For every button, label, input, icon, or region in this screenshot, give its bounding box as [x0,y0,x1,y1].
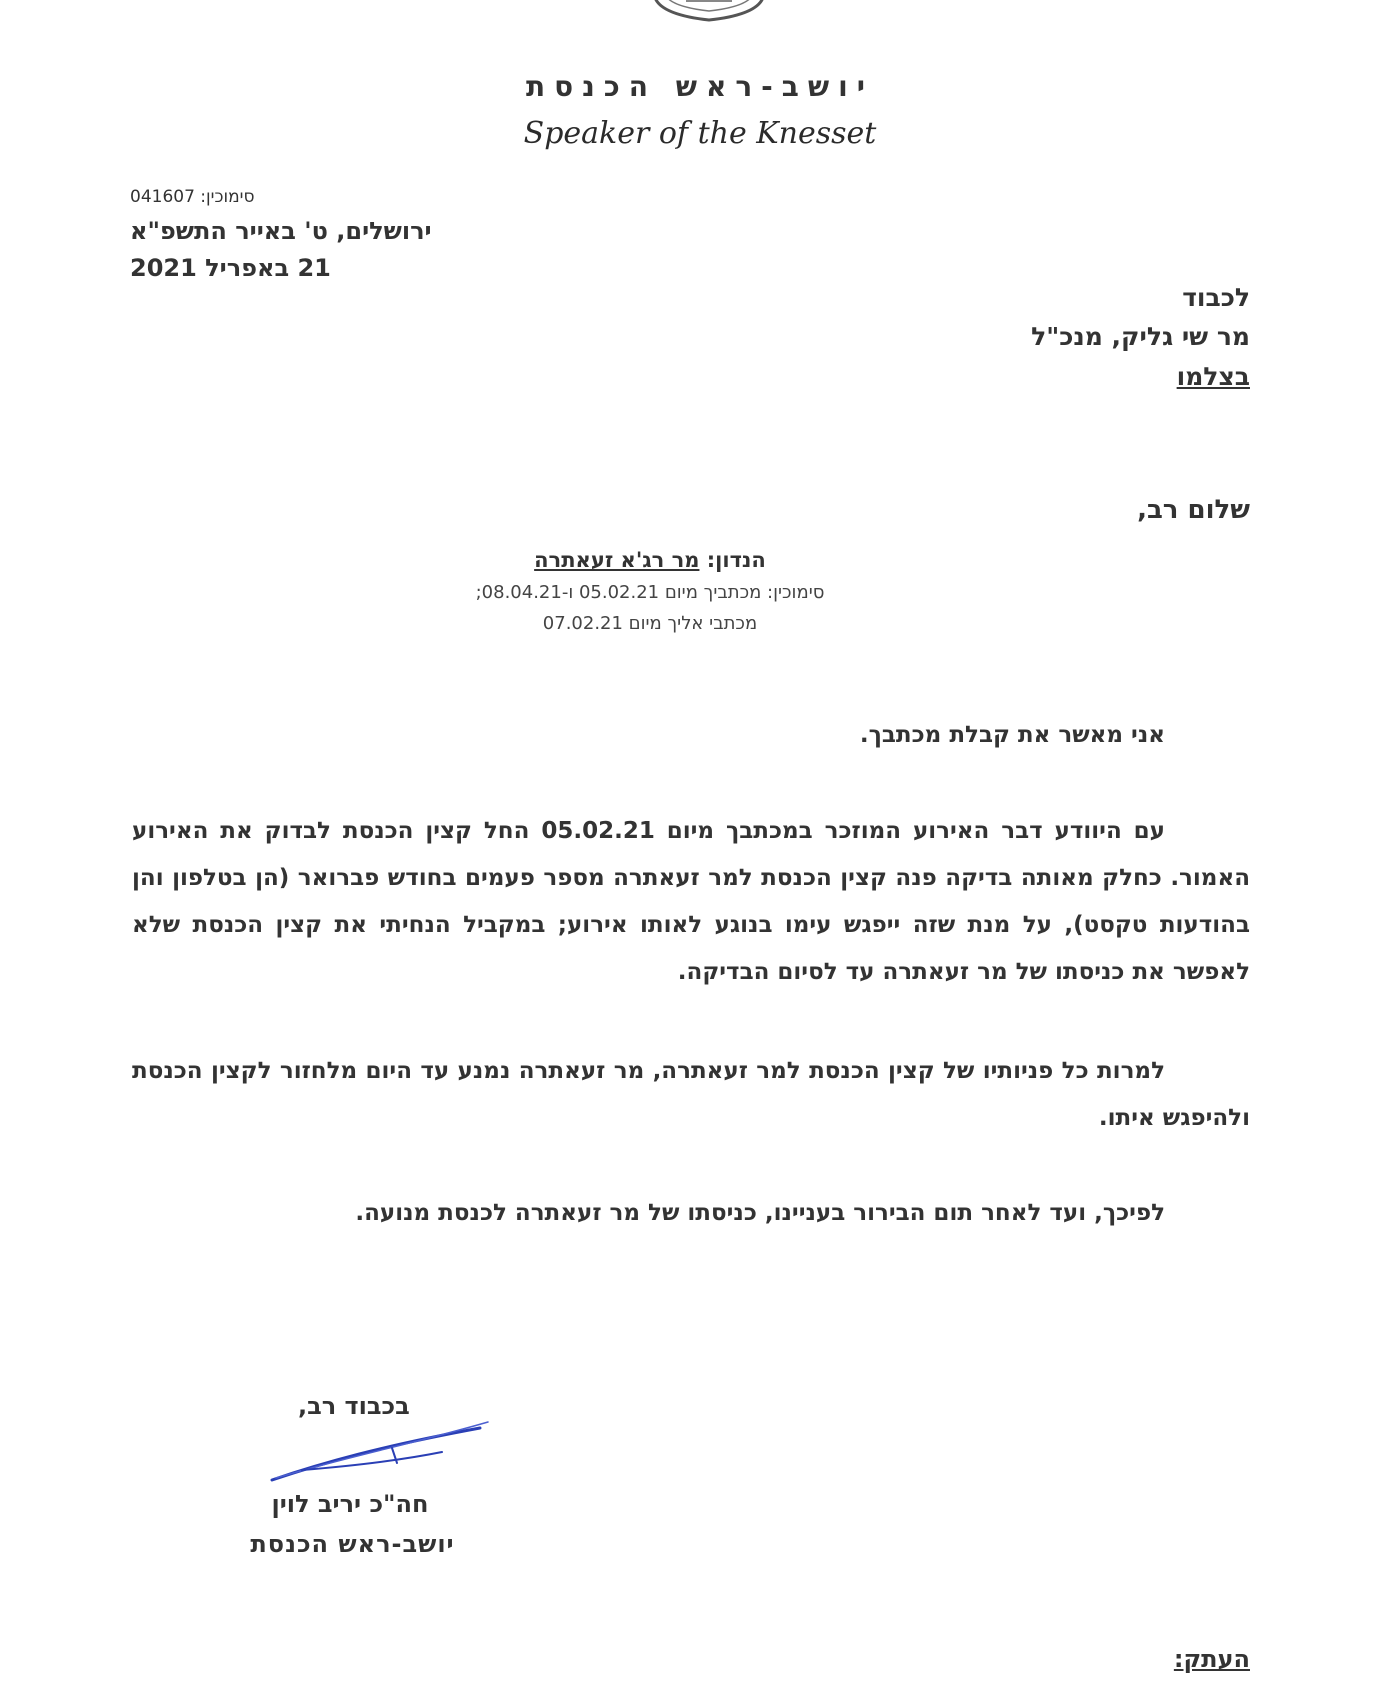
subject-line [350,548,950,572]
addressee-salutation: לכבוד [1182,283,1250,312]
subject-label: הנדון: [706,548,766,572]
knesset-emblem-icon [648,0,770,22]
cc-label: העתק: [1173,1645,1250,1673]
subject-name: מר רג'א זעאתרה [534,548,700,572]
addressee-name: מר שי גליק, מנכ"ל [1031,322,1250,351]
letterhead-title: יושב-ראש הכנסת [526,70,874,103]
place-and-hebrew-date: ירושלים, ט' באייר התשפ"א [130,217,432,245]
body-paragraph-3 [132,1048,1250,1142]
closing: בכבוד רב, [298,1392,410,1420]
letterhead-subtitle: Speaker of the Knesset [523,116,877,151]
body-paragraph-2 [132,808,1250,996]
handwritten-signature [262,1408,492,1488]
signer-title: יושב-ראש הכנסת [250,1530,455,1558]
subject-reference-1: סימוכין: מכתביך מיום 05.02.21 ו-08.04.21; [475,582,825,603]
reference-number: סימוכין: 041607 [130,187,255,207]
signer-name: חה"כ יריב לוין [271,1490,429,1518]
body-paragraph-1: אני מאשר את קבלת מכתבך. [859,722,1165,748]
body-paragraph-2-text: עם היוודע דבר האירוע המוזכר במכתבך מיום 05.02.21 החל קצין הכנסת לבדוק את האירוע האמור. כחלק מאותה בדיקה פנה קצין הכנסת למר זעאתרה מספר פעמים בחודש פברואר (הן בטלפון והן בהודעות טקסט), על מנת שזה ייפגש עימו בנוגע לאותו אירוע; במקביל הנחיתי את קצין הכנסת שלא לאפשר את כניסתו של מר זעאתרה עד לסיום הבדיקה. [132,818,1250,985]
subject-reference-2: מכתבי אליך מיום 07.02.21 [542,613,758,634]
body-paragraph-3-text: למרות כל פניותיו של קצין הכנסת למר זעאתרה, מר זעאתרה נמנע עד היום מלחזור לקצין הכנסת ולהיפגש איתו. [132,1058,1250,1131]
addressee-location: בצלמו [1176,362,1250,391]
body-paragraph-4: לפיכך, ועד לאחר תום הבירור בעניינו, כניסתו של מר זעאתרה לכנסת מנועה. [355,1200,1165,1226]
gregorian-date: 21 באפריל 2021 [130,254,331,282]
greeting: שלום רב, [1137,495,1250,525]
